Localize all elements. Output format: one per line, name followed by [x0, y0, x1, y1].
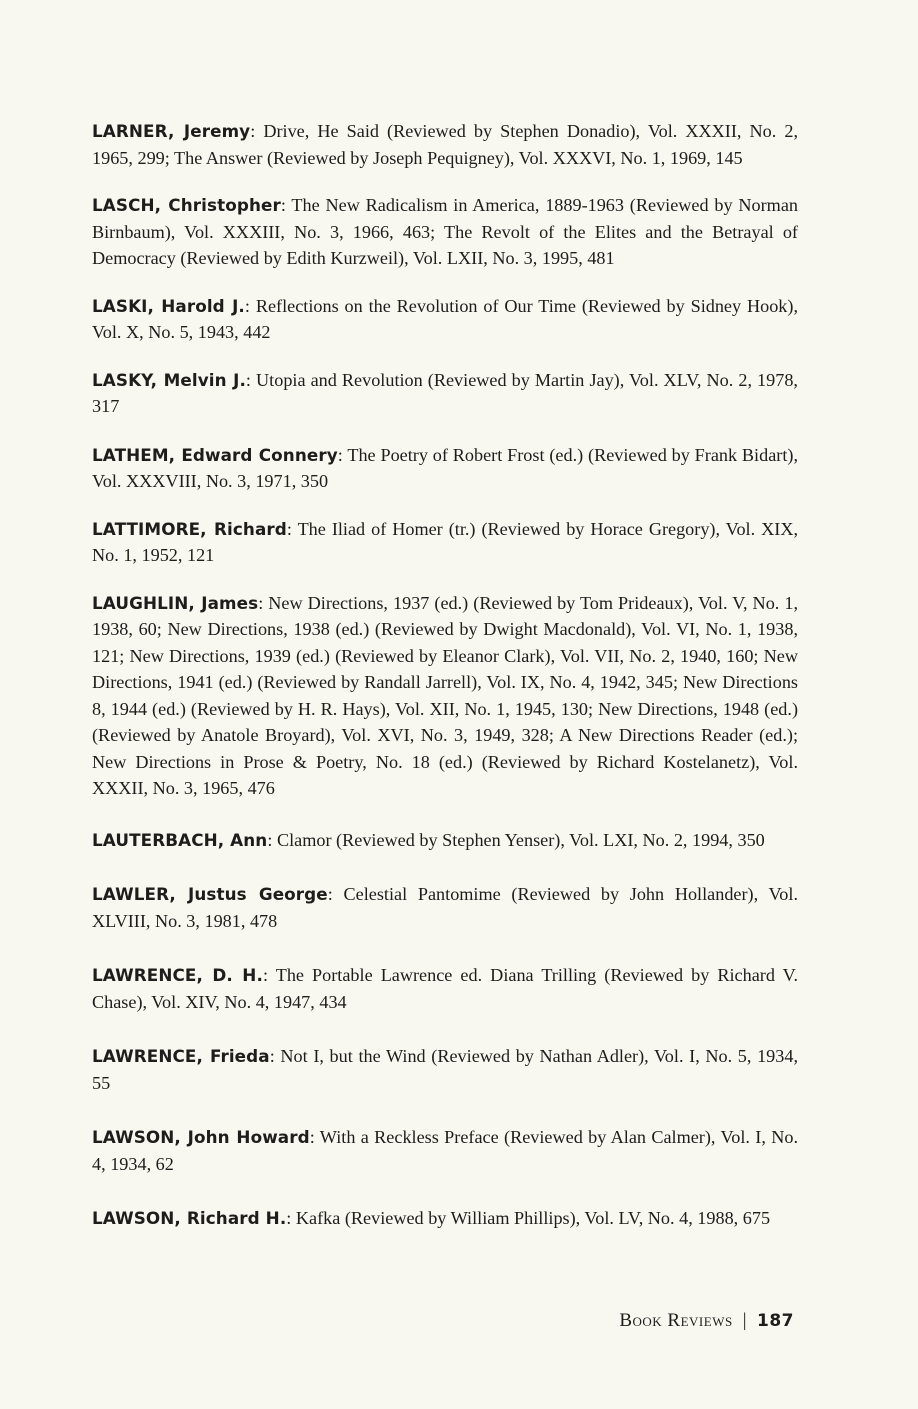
index-entry [92, 1043, 798, 1096]
running-footer-title: Book Reviews [619, 1310, 733, 1331]
author-name: LAUGHLIN, James [92, 592, 259, 613]
index-entry [92, 827, 798, 854]
author-name: LATHEM, Edward Connery [92, 444, 338, 465]
author-name: LAWSON, John Howard [92, 1127, 310, 1147]
index-entry [92, 192, 798, 272]
entry-text: : New Directions, 1937 (ed.) (Reviewed by Tom Prideaux), Vol. V, No. 1, 1938, 60; New Directions, 1938 (ed.) (Reviewed by Dwight Macdonald), Vol. VI, No. 1, 1938, 121; New Directions, 1939 (ed.) (Reviewed by Eleanor Clark), Vol. VII, No. 2, 1940, 160; New Directions, 1941 (ed.) (Reviewed by Randall Jarrell), Vol. IX, No. 4, 1942, 345; New Directions 8, 1944 (ed.) (Reviewed by H. R. Hays), Vol. XII, No. 1, 1945, 130; New Directions, 1948 (ed.) (Reviewed by Anatole Broyard), Vol. XVI, No. 3, 1949, 328; A New Directions Reader (ed.); New Directions in Prose & Poetry, No. 18 (ed.) (Reviewed by Richard Kostelanetz), Vol. XXXII, No. 3, 1965, 476 [92, 592, 799, 798]
index-entry [92, 442, 798, 495]
author-name: LAWRENCE, D. H. [92, 965, 263, 985]
entry-text: : Reflections on the Revolution of Our Time (Reviewed by Sidney Hook), Vol. X, No. 5, 1943, 442 [92, 295, 798, 342]
entry-text: : The Portable Lawrence ed. Diana Trilling (Reviewed by Richard V. Chase), Vol. XIV, No. 4, 1947, 434 [92, 965, 798, 1012]
book-review-index [92, 118, 798, 1253]
entry-text: : The Poetry of Robert Frost (ed.) (Reviewed by Frank Bidart), Vol. XXXVIII, No. 3, 1971, 350 [92, 444, 798, 491]
author-name: LASKI, Harold J. [92, 295, 245, 316]
entry-text: : The New Radicalism in America, 1889-1963 (Reviewed by Norman Birnbaum), Vol. XXXIII, No. 3, 1966, 463; The Revolt of the Elites and the Betrayal of Democracy (Reviewed by Edith Kurzweil), Vol. LXII, No. 3, 1995, 481 [92, 195, 798, 268]
author-name: LATTIMORE, Richard [92, 518, 287, 539]
index-entry [92, 1124, 798, 1177]
entry-text: : Utopia and Revolution (Reviewed by Martin Jay), Vol. XLV, No. 2, 1978, 317 [92, 369, 798, 416]
index-entry [92, 962, 798, 1015]
index-entry [92, 1205, 798, 1232]
entry-text: : The Iliad of Homer (tr.) (Reviewed by Horace Gregory), Vol. XIX, No. 1, 1952, 121 [92, 518, 798, 565]
footer-separator: | [742, 1310, 747, 1331]
page-footer [619, 1310, 794, 1332]
entry-text: : Drive, He Said (Reviewed by Stephen Donadio), Vol. XXXII, No. 2, 1965, 299; The Answer (Reviewed by Joseph Pequigney), Vol. XXXVI, No. 1, 1969, 145 [92, 121, 799, 168]
entry-text: : Clamor (Reviewed by Stephen Yenser), Vol. LXI, No. 2, 1994, 350 [267, 829, 765, 850]
author-name: LASCH, Christopher [92, 195, 281, 215]
index-entry [92, 516, 798, 569]
index-entry [92, 118, 798, 171]
index-entry [92, 590, 798, 802]
entry-text: : Celestial Pantomime (Reviewed by John Hollander), Vol. XLVIII, No. 3, 1981, 478 [92, 884, 798, 931]
index-entry [92, 293, 798, 346]
author-name: LAWSON, Richard H. [92, 1208, 287, 1228]
entry-text: : With a Reckless Preface (Reviewed by Alan Calmer), Vol. I, No. 4, 1934, 62 [92, 1127, 798, 1174]
author-name: LAWLER, Justus George [92, 884, 328, 904]
index-entry [92, 367, 798, 420]
author-name: LAUTERBACH, Ann [92, 829, 268, 850]
index-entry [92, 881, 798, 934]
author-name: LARNER, Jeremy [92, 121, 251, 141]
author-name: LASKY, Melvin J. [92, 369, 246, 390]
author-name: LAWRENCE, Frieda [92, 1046, 270, 1066]
page-number: 187 [757, 1311, 794, 1331]
entry-text: : Kafka (Reviewed by William Phillips), Vol. LV, No. 4, 1988, 675 [286, 1208, 771, 1228]
entry-text: : Not I, but the Wind (Reviewed by Nathan Adler), Vol. I, No. 5, 1934, 55 [92, 1046, 798, 1093]
